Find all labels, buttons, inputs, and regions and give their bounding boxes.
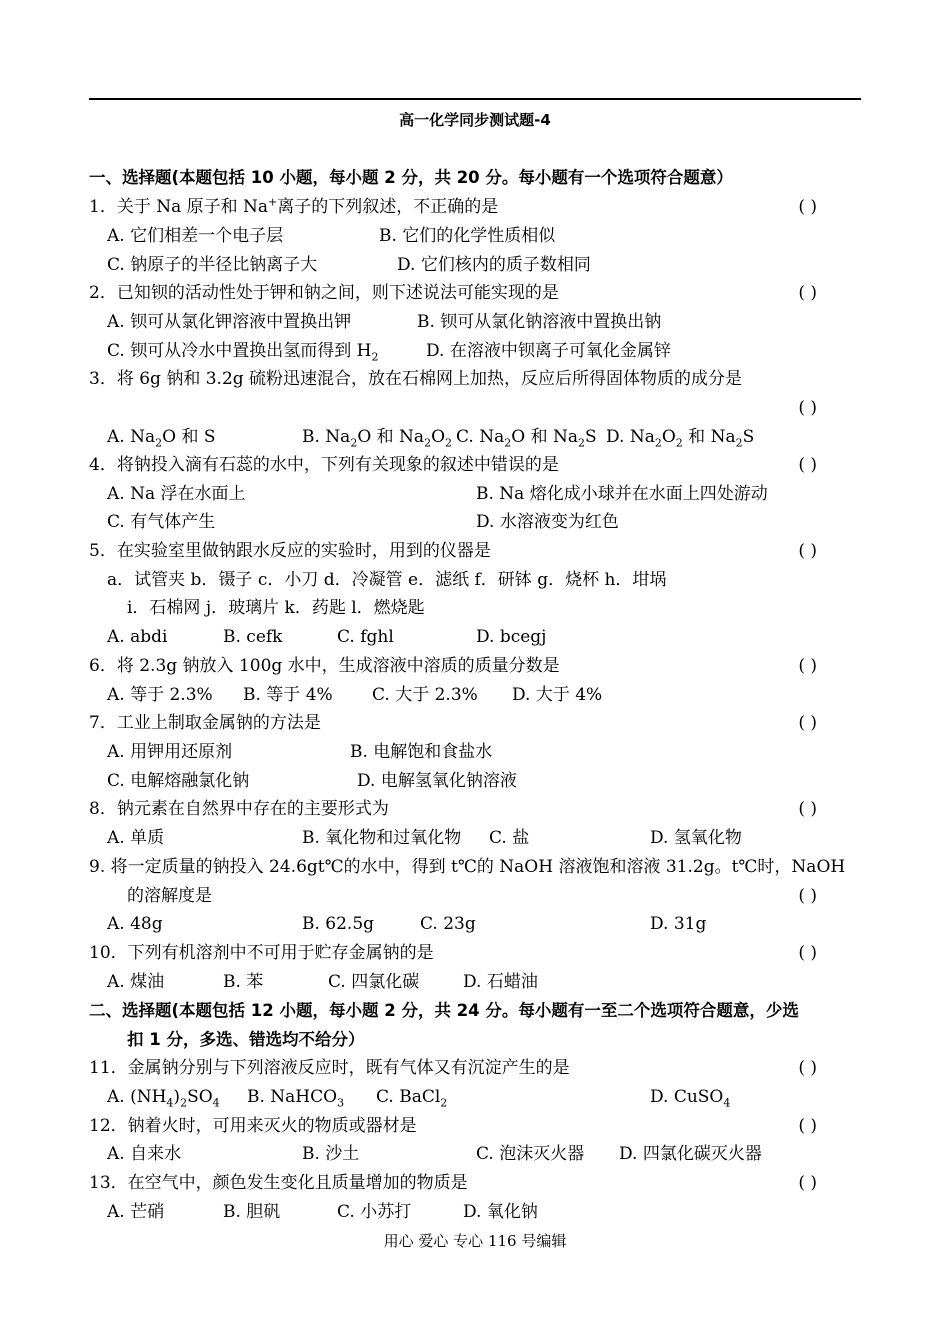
- question-4: [89, 454, 861, 476]
- answer-paren: ( ): [798, 886, 817, 906]
- q1-stem-sup: +: [268, 195, 278, 209]
- q6-option-a: A. 等于 2.3%: [107, 685, 213, 705]
- q13-stem: 13．在空气中，颜色发生变化且质量增加的物质是: [89, 1173, 468, 1193]
- q10-stem: 10．下列有机溶剂中不可用于贮存金属钠的是: [89, 943, 434, 963]
- q11-option-b: B. NaHCO$_3$: [247, 1087, 345, 1110]
- section-2-heading: 二、选择题(本题包括 12 小题，每小题 2 分，共 24 分。每小题有一至二个选项符合题意，少选: [89, 1001, 799, 1020]
- q11-option-d: D. CuSO$_4$: [650, 1087, 731, 1110]
- q12-option-d: D. 四氯化碳灭火器: [619, 1144, 762, 1164]
- question-7: [89, 712, 861, 734]
- q3-option-d: D. $Na_2O_2$ 和 $Na_2S$: [606, 427, 755, 450]
- q11-stem: 11．金属钠分别与下列溶液反应时，既有气体又有沉淀产生的是: [89, 1058, 570, 1078]
- q8-option-c: C. 盐: [489, 828, 530, 848]
- q2-option-c: C. 钡可从冷水中置换出氢而得到 $H_2$: [107, 341, 379, 364]
- q4-option-a: A. Na 浮在水面上: [107, 484, 246, 504]
- answer-paren: ( ): [798, 283, 817, 303]
- answer-paren: ( ): [798, 1173, 817, 1193]
- question-9: 9. 将一定质量的钠投入 24.6gt℃的水中，得到 t℃的 NaOH 溶液饱和溶液 31.2g。t℃时，NaOH: [89, 857, 846, 877]
- q3-option-c: C. $Na_2O$ 和 $Na_2S$: [456, 427, 597, 450]
- q13-option-d: D. 氧化钠: [463, 1202, 538, 1222]
- q5-items-2: i．石棉网 j．玻璃片 k．药匙 l．燃烧匙: [127, 598, 425, 618]
- answer-paren: ( ): [798, 1116, 817, 1136]
- q6-option-b: B. 等于 4%: [243, 685, 333, 705]
- q7-stem: 7．工业上制取金属钠的方法是: [89, 713, 321, 733]
- q12-option-a: A. 自来水: [107, 1144, 182, 1164]
- q7-option-a: A. 用钾用还原剂: [107, 742, 233, 762]
- question-8: [89, 798, 861, 820]
- answer-paren: ( ): [798, 455, 817, 475]
- q10-option-c: C. 四氯化碳: [328, 972, 420, 992]
- q8-stem: 8．钠元素在自然界中存在的主要形式为: [89, 799, 389, 819]
- q1-option-b: B. 它们的化学性质相似: [379, 226, 556, 246]
- answer-paren: ( ): [798, 197, 817, 217]
- q4-option-c: C. 有气体产生: [107, 512, 216, 532]
- question-1: [89, 196, 861, 218]
- q10-option-a: A. 煤油: [107, 972, 165, 992]
- q1-option-c: C. 钠原子的半径比钠离子大: [107, 255, 318, 275]
- q3-option-a: A. $Na_2O$ 和 S: [107, 427, 216, 450]
- q3-option-b: B. $Na_2O$ 和 $Na_2O_2$: [302, 427, 453, 450]
- q2-option-d: D. 在溶液中钡离子可氧化金属锌: [426, 341, 671, 361]
- q7-option-d: D. 电解氢氧化钠溶液: [357, 771, 517, 791]
- q13-option-b: B. 胆矾: [223, 1202, 281, 1222]
- question-12: [89, 1115, 861, 1137]
- q6-option-d: D. 大于 4%: [512, 685, 603, 705]
- answer-paren: ( ): [798, 398, 817, 418]
- q9-stem-2: 的溶解度是: [127, 886, 212, 906]
- question-3: 3．将 6g 钠和 3.2g 硫粉迅速混合，放在石棉网上加热，反应后所得固体物质的成分是: [89, 369, 743, 389]
- question-11: [89, 1057, 861, 1079]
- q5-option-c: C. fghl: [337, 627, 394, 647]
- answer-paren: ( ): [798, 1058, 817, 1078]
- q6-stem: 6．将 2.3g 钠放入 100g 水中，生成溶液中溶质的质量分数是: [89, 656, 560, 676]
- answer-paren: ( ): [798, 943, 817, 963]
- q1-option-d: D. 它们核内的质子数相同: [397, 255, 591, 275]
- q5-option-d: D. bcegj: [476, 627, 547, 647]
- q11-option-a: A. $(NH_4)_2SO_4$: [107, 1087, 220, 1110]
- q1-stem-a: 1．关于 Na 原子和 Na: [89, 197, 269, 217]
- q2-option-a: A. 钡可从氯化钾溶液中置换出钾: [107, 312, 352, 332]
- answer-paren: ( ): [798, 656, 817, 676]
- q13-option-c: C. 小苏打: [337, 1202, 412, 1222]
- q9-option-a: A. 48g: [107, 914, 163, 934]
- q4-option-d: D. 水溶液变为红色: [476, 512, 619, 532]
- q1-stem-b: 离子的下列叙述，不正确的是: [277, 197, 499, 217]
- q2-stem: 2．已知钡的活动性处于钾和钠之间，则下述说法可能实现的是: [89, 283, 559, 303]
- question-10: [89, 942, 861, 964]
- question-2: [89, 282, 861, 304]
- q7-option-b: B. 电解饱和食盐水: [350, 742, 493, 762]
- q5-option-a: A. abdi: [107, 627, 168, 647]
- q12-option-c: C. 泡沫灭火器: [476, 1144, 585, 1164]
- question-13: [89, 1172, 861, 1194]
- question-6: [89, 655, 861, 677]
- q6-option-c: C. 大于 2.3%: [372, 685, 478, 705]
- q5-option-b: B. cefk: [223, 627, 283, 647]
- q12-option-b: B. 沙土: [302, 1144, 360, 1164]
- q4-stem: 4．将钠投入滴有石蕊的水中，下列有关现象的叙述中错误的是: [89, 455, 559, 475]
- q9-option-c: C. 23g: [420, 914, 476, 934]
- q10-option-d: D. 石蜡油: [463, 972, 538, 992]
- answer-paren: ( ): [798, 541, 817, 561]
- q7-option-c: C. 电解熔融氯化钠: [107, 771, 250, 791]
- q9-option-b: B. 62.5g: [302, 914, 375, 934]
- q12-stem: 12．钠着火时，可用来灭火的物质或器材是: [89, 1116, 417, 1136]
- q8-option-a: A. 单质: [107, 828, 165, 848]
- q10-option-b: B. 苯: [223, 972, 264, 992]
- q8-option-b: B. 氧化物和过氧化物: [302, 828, 462, 848]
- q1-option-a: A. 它们相差一个电子层: [107, 226, 284, 246]
- q4-option-b: B. Na 熔化成小球并在水面上四处游动: [476, 484, 768, 504]
- header-rule: [89, 98, 861, 100]
- q9-option-d: D. 31g: [650, 914, 707, 934]
- question-5: [89, 540, 861, 562]
- q5-stem: 5．在实验室里做钠跟水反应的实验时，用到的仪器是: [89, 541, 491, 561]
- page-title: 高一化学同步测试题-4: [399, 111, 551, 129]
- q11-option-c: C. BaCl$_2$: [376, 1087, 448, 1110]
- q2-option-b: B. 钡可从氯化钠溶液中置换出钠: [417, 312, 662, 332]
- section-1-heading: 一、选择题(本题包括 10 小题，每小题 2 分，共 20 分。每小题有一个选项符合题意）: [89, 168, 733, 187]
- answer-paren: ( ): [798, 799, 817, 819]
- answer-paren: ( ): [798, 713, 817, 733]
- q5-items-1: a．试管夹 b．镊子 c．小刀 d．冷凝管 e．滤纸 f．研钵 g．烧杯 h．坩埚: [107, 570, 667, 590]
- q13-option-a: A. 芒硝: [107, 1202, 165, 1222]
- q8-option-d: D. 氢氧化物: [650, 828, 742, 848]
- page-footer: 用心 爱心 专心 116 号编辑: [383, 1232, 567, 1250]
